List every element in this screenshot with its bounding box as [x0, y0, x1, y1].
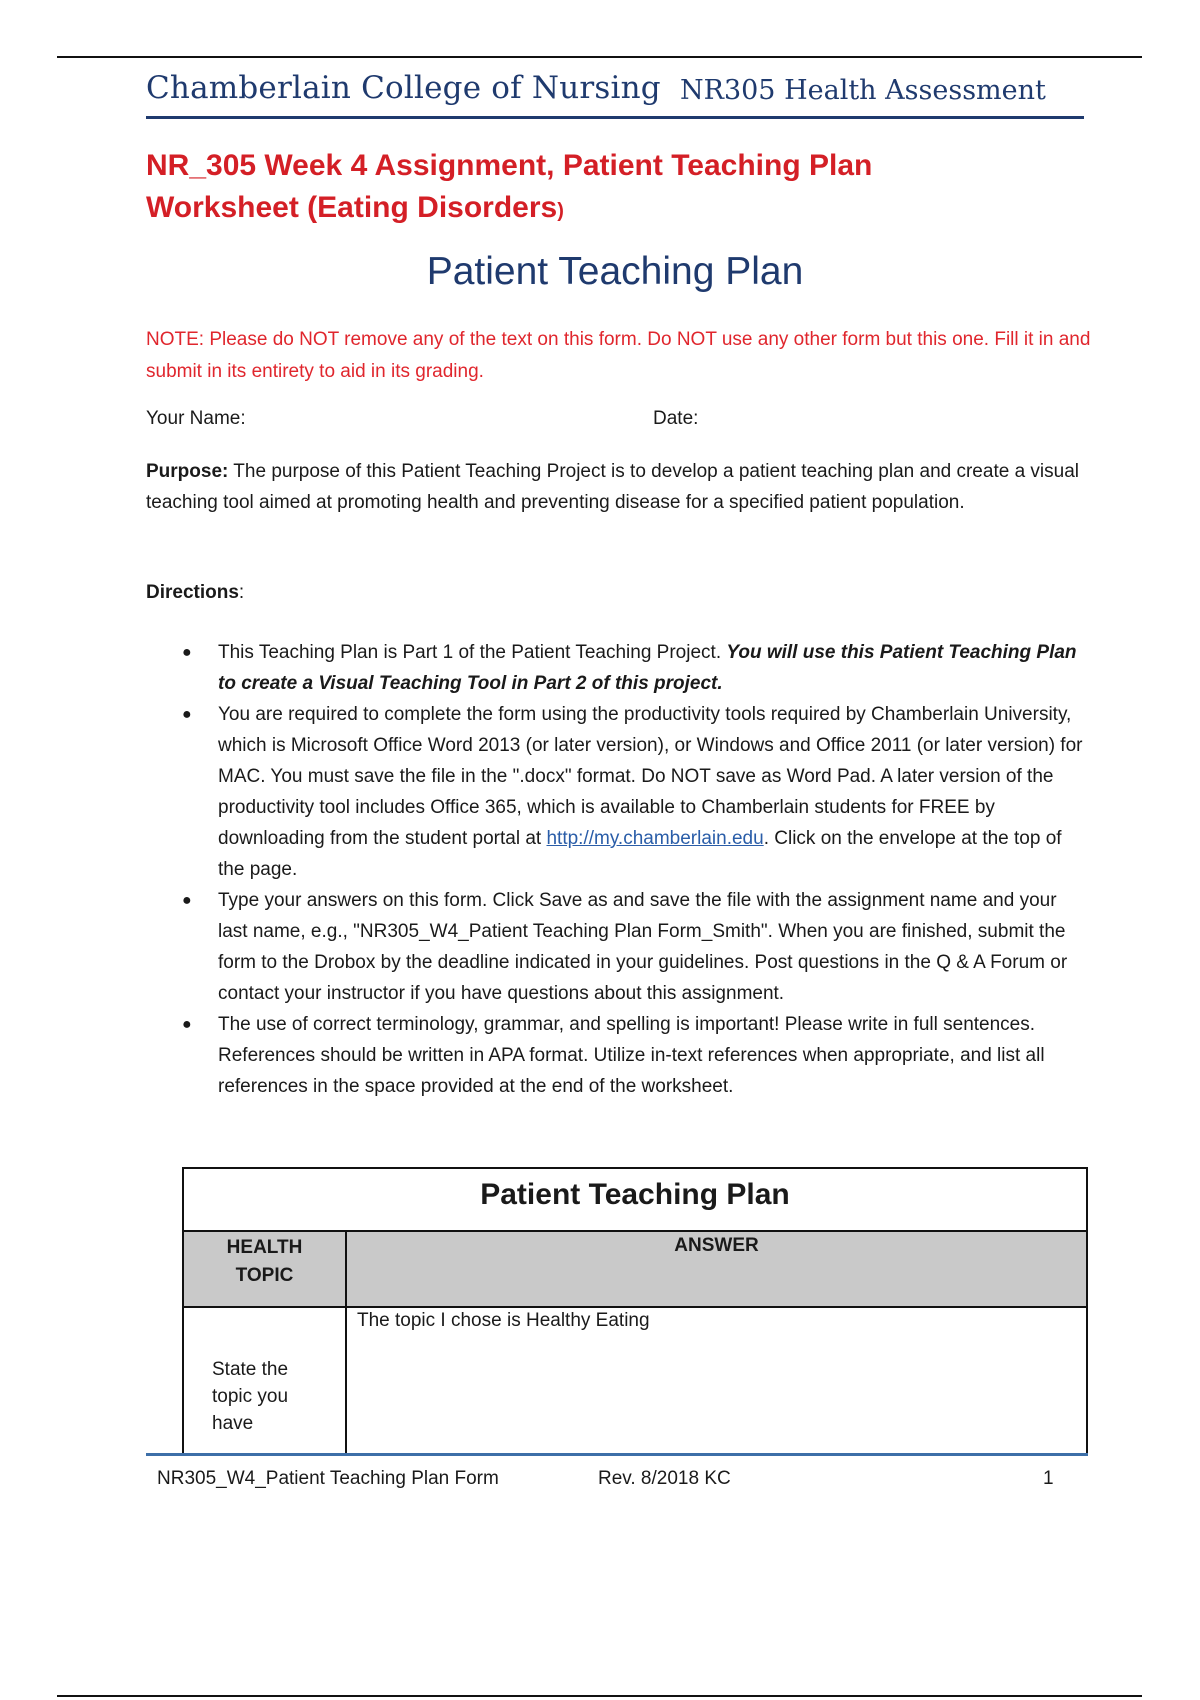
- assignment-title-line1: NR_305 Week 4 Assignment, Patient Teaching Plan: [146, 149, 873, 182]
- purpose-paragraph: [146, 456, 1096, 518]
- footer-doc-name: NR305_W4_Patient Teaching Plan Form: [157, 1468, 499, 1489]
- note-text: NOTE: Please do NOT remove any of the text on this form. Do NOT use any other form but this one. Fill it in and submit in its entirety to aid in its grading.: [146, 329, 1091, 382]
- footer-revision: Rev. 8/2018 KC: [598, 1468, 731, 1489]
- table-row: [184, 1308, 1086, 1455]
- purpose-text: The purpose of this Patient Teaching Project is to develop a patient teaching plan and create a visual teaching tool aimed at promoting health and preventing disease for a specified patient population.: [146, 461, 1079, 513]
- list-item: [146, 1009, 1086, 1102]
- top-rule: [57, 56, 1142, 58]
- list-item: [146, 699, 1086, 885]
- footer-page-number: 1: [1043, 1468, 1054, 1489]
- topic-prompt-line3: have: [212, 1413, 254, 1434]
- assignment-title-close: ): [557, 200, 564, 222]
- assignment-title: [146, 145, 1106, 232]
- assignment-title-line2-text: Worksheet (Eating Disorders: [146, 191, 558, 224]
- bullet-icon: ●: [182, 644, 192, 661]
- list-item-text: You are required to complete the form using the productivity tools required by Chamberlain University, which is Microsoft Office Word 2013 (or later version), or Windows and Office 2011 (or later version) for MAC. You must save the file in the ".docx" format. Do NOT save as Word Pad. A later version of the productivity tool includes Office 365, which is available to Chamberlain students for FREE by downloading from the student portal at: [218, 704, 1083, 849]
- list-item-emphasis: You will use this Patient Teaching Plan to create a Visual Teaching Tool in Part 2 of this project.: [218, 642, 1077, 694]
- list-item: [146, 637, 1086, 699]
- bullet-icon: ●: [182, 892, 192, 909]
- assignment-title-line2: [146, 187, 1106, 232]
- document-header: [146, 68, 1084, 119]
- your-name-label: Your Name:: [146, 408, 246, 429]
- name-date-row: [146, 408, 1086, 430]
- page-footer: [157, 1468, 1057, 1490]
- health-topic-header-line2: TOPIC: [235, 1265, 294, 1286]
- health-topic-header: [184, 1232, 347, 1306]
- directions-list: [146, 637, 1086, 1102]
- list-item-text: This Teaching Plan is Part 1 of the Patient Teaching Project.: [218, 642, 727, 663]
- table-caption: Patient Teaching Plan: [184, 1169, 1086, 1232]
- topic-prompt-line1: State the: [212, 1359, 289, 1380]
- answer-header: ANSWER: [674, 1235, 759, 1256]
- directions-label: Directions: [146, 582, 239, 603]
- bullet-icon: ●: [182, 706, 192, 723]
- page-title: Patient Teaching Plan: [426, 250, 804, 293]
- directions-heading: [146, 582, 244, 604]
- topic-prompt-cell: [184, 1308, 347, 1455]
- directions-colon: :: [238, 582, 245, 603]
- topic-prompt-line2: topic you: [212, 1386, 289, 1407]
- bottom-rule: [57, 1695, 1142, 1697]
- footer-rule: [146, 1453, 1088, 1456]
- college-name: Chamberlain College of Nursing: [146, 70, 661, 106]
- date-label: Date:: [653, 408, 699, 429]
- table-header-row: [184, 1232, 1086, 1308]
- list-item-text-after: . Click on the envelope at the top of the page.: [218, 828, 1062, 880]
- topic-answer-cell[interactable]: The topic I chose is Healthy Eating: [357, 1310, 650, 1331]
- list-item-text: The use of correct terminology, grammar, and spelling is important! Please write in full sentences. References should be written in APA format. Utilize in-text references when appropriate, and list all references in the space provided at the end of the worksheet.: [218, 1014, 1045, 1097]
- course-name: NR305 Health Assessment: [680, 75, 1046, 106]
- teaching-plan-table: [182, 1167, 1088, 1455]
- purpose-label: Purpose:: [146, 461, 229, 482]
- portal-link[interactable]: http://my.chamberlain.edu: [546, 828, 764, 849]
- list-item: [146, 885, 1086, 1009]
- health-topic-header-line1: HEALTH: [226, 1237, 303, 1258]
- bullet-icon: ●: [182, 1016, 192, 1033]
- list-item-text: Type your answers on this form. Click Save as and save the file with the assignment name and your last name, e.g., "NR305_W4_Patient Teaching Plan Form_Smith". When you are finished, submit the form to the Drobox by the deadline indicated in your guidelines. Post questions in the Q & A Forum or contact your instructor if you have questions about this assignment.: [218, 890, 1068, 1004]
